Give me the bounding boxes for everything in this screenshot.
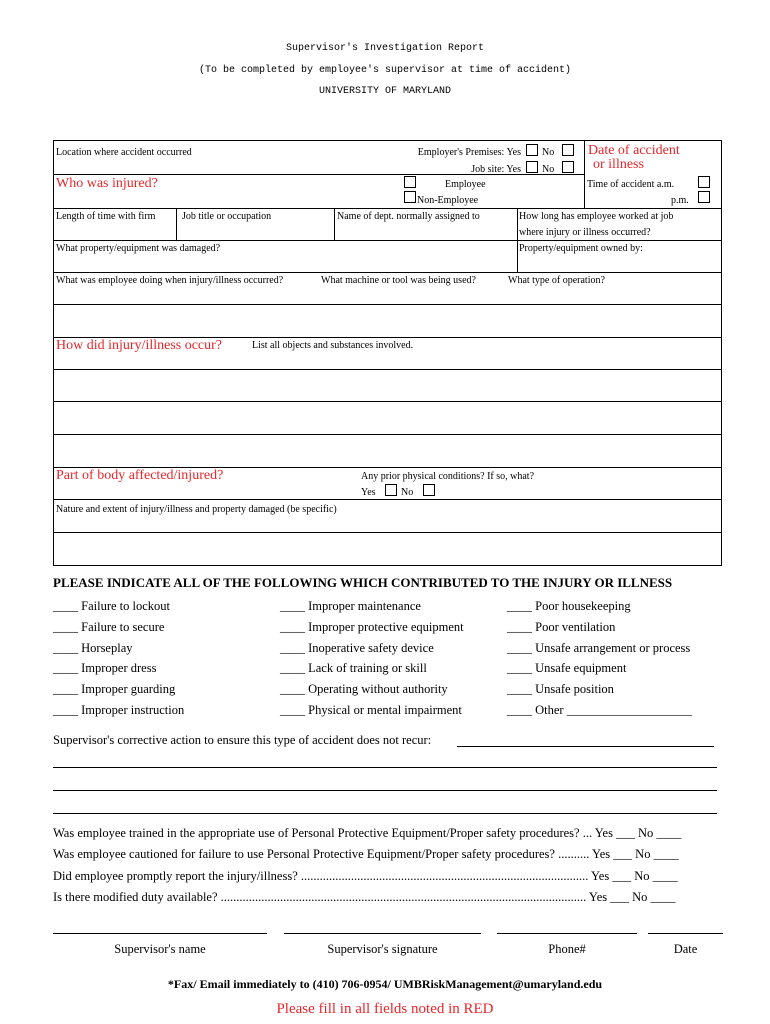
prior-yes-label: Yes bbox=[361, 487, 376, 498]
factors-column-1 bbox=[53, 596, 184, 721]
phone-label: Phone# bbox=[548, 942, 586, 956]
operation-label: What type of operation? bbox=[508, 275, 605, 286]
question-ppe-cautioned[interactable]: Was employee cautioned for failure to use Personal Protective Equipment/Proper safety procedures? .......... Yes ___ No ____ bbox=[53, 847, 679, 862]
body-part-label: Part of body affected/injured? bbox=[56, 468, 224, 483]
factor-item[interactable]: ____ Other ____________________ bbox=[507, 702, 692, 717]
factor-item[interactable]: ____ Improper guarding bbox=[53, 682, 176, 697]
factor-item[interactable]: ____ Inoperative safety device bbox=[280, 640, 434, 655]
report-title: Supervisor's Investigation Report bbox=[285, 43, 485, 54]
fax-email-instruction: *Fax/ Email immediately to (410) 706-0954/ UMBRiskManagement@umaryland.edu bbox=[167, 977, 603, 991]
jobsite-yes-label: Job site: Yes bbox=[471, 164, 521, 175]
jobsite-yes-checkbox[interactable] bbox=[526, 161, 538, 173]
prior-no-checkbox[interactable] bbox=[423, 484, 435, 496]
factor-item[interactable]: ____ Improper dress bbox=[53, 661, 157, 676]
factor-item[interactable]: ____ Failure to lockout bbox=[53, 599, 170, 613]
am-checkbox[interactable] bbox=[698, 176, 710, 188]
supervisor-name-line[interactable] bbox=[53, 933, 267, 934]
objects-label: List all objects and substances involved. bbox=[252, 340, 414, 351]
time-pm-label: p.m. bbox=[671, 195, 689, 206]
who-injured-label: Who was injured? bbox=[56, 176, 158, 191]
time-am-label: Time of accident a.m. bbox=[587, 179, 675, 190]
corrective-action-line[interactable] bbox=[457, 746, 714, 747]
factor-item[interactable]: ____ Failure to secure bbox=[53, 619, 165, 634]
jobsite-no-label: No bbox=[542, 164, 555, 175]
questions-block bbox=[53, 823, 681, 908]
factor-item[interactable]: ____ Poor housekeeping bbox=[507, 599, 631, 613]
supervisor-signature-label: Supervisor's signature bbox=[327, 942, 438, 956]
location-label: Location where accident occurred bbox=[56, 147, 192, 158]
corrective-action-line[interactable] bbox=[53, 813, 717, 814]
factor-item[interactable]: ____ Unsafe equipment bbox=[507, 661, 627, 676]
non-employee-checkbox[interactable] bbox=[404, 191, 416, 203]
job-title-label: Job title or occupation bbox=[182, 211, 272, 222]
corrective-action-line[interactable] bbox=[53, 767, 717, 768]
factors-heading: PLEASE INDICATE ALL OF THE FOLLOWING WHICH CONTRIBUTED TO THE INJURY OR ILLNESS bbox=[53, 575, 673, 590]
factor-item[interactable]: ____ Improper maintenance bbox=[280, 599, 421, 613]
red-fields-note: Please fill in all fields noted in RED bbox=[276, 1001, 494, 1017]
date-or-illness-label: or illness bbox=[593, 157, 644, 172]
employee-doing-label: What was employee doing when injury/illness occurred? bbox=[56, 275, 284, 286]
question-prompt-report[interactable]: Did employee promptly report the injury/illness? ............................................................................................ Yes ___ No ____ bbox=[53, 868, 678, 883]
report-subtitle: (To be completed by employee's supervisor at time of accident) bbox=[198, 65, 572, 76]
date-of-accident-label: Date of accident bbox=[588, 143, 680, 158]
factors-column-3 bbox=[507, 596, 692, 721]
pm-checkbox[interactable] bbox=[698, 191, 710, 203]
prior-no-label: No bbox=[401, 487, 414, 498]
jobsite-no-checkbox[interactable] bbox=[562, 161, 574, 173]
property-owned-label: Property/equipment owned by: bbox=[519, 243, 643, 254]
property-damaged-label: What property/equipment was damaged? bbox=[56, 243, 221, 254]
corrective-action-label: Supervisor's corrective action to ensure this type of accident does not recur: bbox=[53, 733, 432, 747]
question-ppe-trained[interactable]: Was employee trained in the appropriate use of Personal Protective Equipment/Proper safety procedures? ... Yes ___ No ____ bbox=[53, 826, 682, 840]
factor-item[interactable]: ____ Lack of training or skill bbox=[280, 661, 427, 676]
factor-item[interactable]: ____ Unsafe arrangement or process bbox=[507, 640, 691, 655]
prior-yes-checkbox[interactable] bbox=[385, 484, 397, 496]
premises-yes-checkbox[interactable] bbox=[526, 144, 538, 156]
nature-extent-label: Nature and extent of injury/illness and property damaged (be specific) bbox=[56, 504, 337, 515]
phone-line[interactable] bbox=[497, 933, 637, 934]
machine-label: What machine or tool was being used? bbox=[321, 275, 476, 286]
length-with-firm-label: Length of time with firm bbox=[56, 211, 156, 222]
factor-item[interactable]: ____ Poor ventilation bbox=[507, 619, 616, 634]
factor-item[interactable]: ____ Improper instruction bbox=[53, 702, 185, 717]
employee-checkbox[interactable] bbox=[404, 176, 416, 188]
supervisor-name-label: Supervisor's name bbox=[114, 942, 206, 956]
institution-name: UNIVERSITY OF MARYLAND bbox=[318, 86, 452, 97]
factors-column-2 bbox=[280, 596, 464, 721]
premises-no-checkbox[interactable] bbox=[562, 144, 574, 156]
supervisor-signature-line[interactable] bbox=[284, 933, 481, 934]
premises-yes-label: Employer's Premises: Yes bbox=[417, 147, 521, 158]
factor-item[interactable]: ____ Operating without authority bbox=[280, 682, 448, 697]
prior-conditions-label: Any prior physical conditions? If so, what? bbox=[361, 471, 535, 482]
employee-label: Employee bbox=[445, 179, 486, 190]
how-long-label-2: where injury or illness occurred? bbox=[519, 227, 651, 238]
date-line[interactable] bbox=[648, 933, 723, 934]
how-occur-label: How did injury/illness occur? bbox=[56, 338, 223, 353]
factor-item[interactable]: ____ Unsafe position bbox=[507, 682, 614, 697]
question-modified-duty[interactable]: Is there modified duty available? ..................................................................................................................... Yes ___ No ____ bbox=[53, 889, 676, 904]
dept-label: Name of dept. normally assigned to bbox=[337, 211, 480, 222]
factor-item[interactable]: ____ Horseplay bbox=[53, 640, 133, 655]
date-label: Date bbox=[673, 942, 698, 956]
premises-no-label: No bbox=[542, 147, 555, 158]
corrective-action-line[interactable] bbox=[53, 790, 717, 791]
factor-item[interactable]: ____ Physical or mental impairment bbox=[280, 702, 462, 717]
factor-item[interactable]: ____ Improper protective equipment bbox=[280, 619, 464, 634]
how-long-label-1: How long has employee worked at job bbox=[519, 211, 674, 222]
non-employee-label: Non-Employee bbox=[417, 195, 479, 206]
